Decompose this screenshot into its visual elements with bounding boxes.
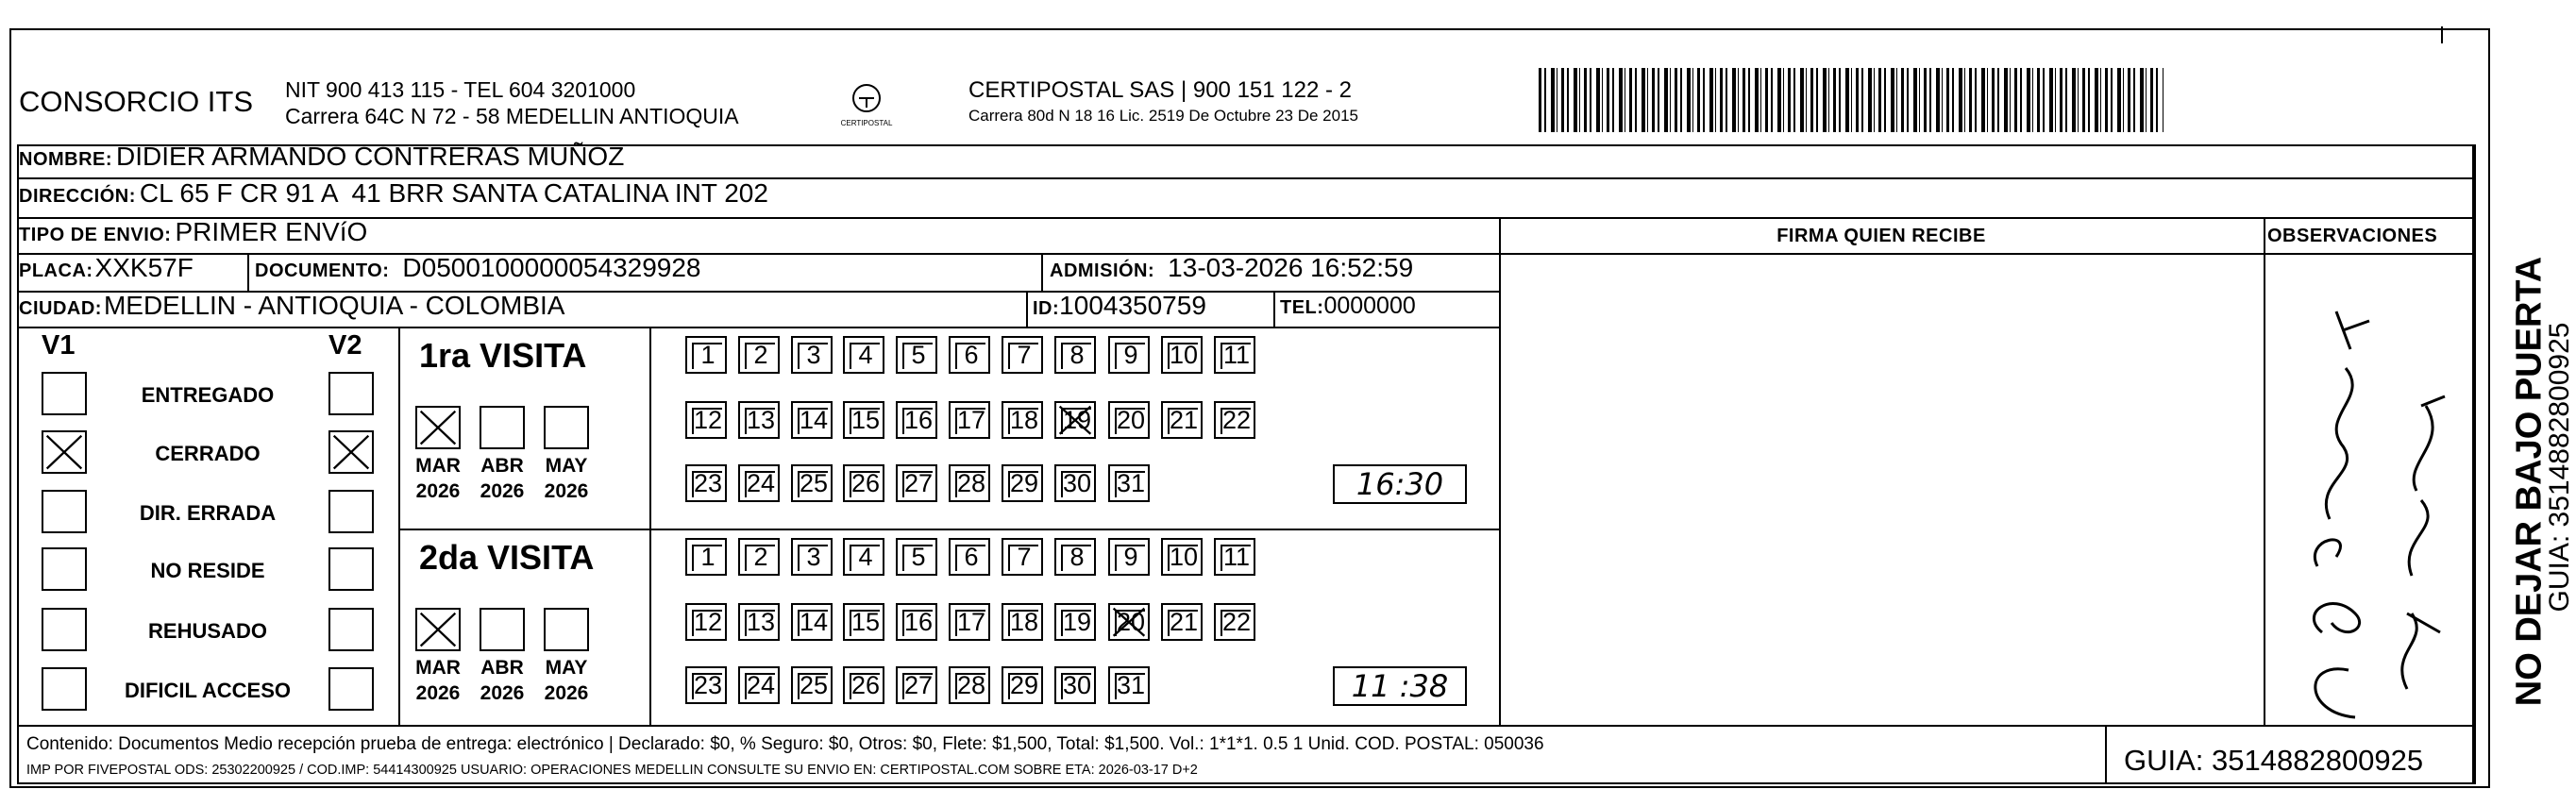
visit-time-box[interactable]: 16:30 <box>1333 464 1467 504</box>
day-box-5[interactable]: 5 <box>896 336 937 374</box>
day-box-31[interactable]: 31 <box>1108 666 1150 704</box>
ciudad-value: MEDELLIN - ANTIOQUIA - COLOMBIA <box>103 291 565 320</box>
day-box-1[interactable]: 1 <box>685 538 727 576</box>
day-box-22[interactable]: 22 <box>1214 401 1255 439</box>
footer-imp: IMP POR FIVEPOSTAL ODS: 25302200925 / COD.IMP: 54414300925 USUARIO: OPERACIONES MEDELLIN CONSULTE SU ENVIO EN: CERTIPOSTAL.COM SOBRE ETA: 2026-03-17 D+2 <box>26 763 1198 778</box>
day-box-7[interactable]: 7 <box>1002 538 1043 576</box>
side-title: NO DEJAR BAJO PUERTA <box>2509 256 2550 707</box>
admision-label: ADMISIÓN: <box>1050 260 1155 281</box>
day-box-29[interactable]: 29 <box>1002 464 1043 502</box>
day-box-23[interactable]: 23 <box>685 666 727 704</box>
day-box-11[interactable]: 11 <box>1214 538 1255 576</box>
month-label: ABR 2026 <box>480 455 525 502</box>
day-box-11[interactable]: 11 <box>1214 336 1255 374</box>
placa-value: XXK57F <box>94 253 194 282</box>
v1-checkbox[interactable] <box>42 608 87 651</box>
month-checkbox-may[interactable] <box>544 608 589 651</box>
day-box-10[interactable]: 10 <box>1161 336 1203 374</box>
day-box-8[interactable]: 8 <box>1054 336 1096 374</box>
admision-group <box>1050 253 1413 283</box>
day-box-14[interactable]: 14 <box>791 603 833 641</box>
month-checkbox-mar[interactable] <box>415 406 461 449</box>
day-box-31[interactable]: 31 <box>1108 464 1150 502</box>
day-box-2[interactable]: 2 <box>738 538 780 576</box>
day-box-7[interactable]: 7 <box>1002 336 1043 374</box>
day-box-5[interactable]: 5 <box>896 538 937 576</box>
edge-mark <box>2441 26 2443 43</box>
firma-label: FIRMA QUIEN RECIBE <box>1776 226 1986 246</box>
day-box-9[interactable]: 9 <box>1108 538 1150 576</box>
v1-checkbox[interactable] <box>42 667 87 711</box>
day-box-8[interactable]: 8 <box>1054 538 1096 576</box>
v1-checkbox[interactable] <box>42 490 87 533</box>
status-label: DIFICIL ACCESO <box>124 679 291 702</box>
day-box-2[interactable]: 2 <box>738 336 780 374</box>
day-box-4[interactable]: 4 <box>843 336 884 374</box>
day-box-24[interactable]: 24 <box>738 666 780 704</box>
month-label: ABR 2026 <box>480 657 525 704</box>
company-name: CONSORCIO ITS <box>19 85 254 118</box>
day-box-29[interactable]: 29 <box>1002 666 1043 704</box>
status-label: CERRADO <box>155 442 261 465</box>
day-box-16[interactable]: 16 <box>896 603 937 641</box>
month-label: MAY 2026 <box>544 657 589 704</box>
direccion-row <box>19 178 768 209</box>
placa-label: PLACA: <box>19 260 93 281</box>
admision-value: 13-03-2026 16:52:59 <box>1168 253 1414 282</box>
month-checkbox-mar[interactable] <box>415 608 461 651</box>
day-box-25[interactable]: 25 <box>791 666 833 704</box>
day-box-20[interactable]: 20 <box>1108 603 1150 641</box>
status-label: NO RESIDE <box>150 559 265 582</box>
day-box-3[interactable]: 3 <box>791 336 833 374</box>
barcode <box>1539 68 2164 132</box>
v2-checkbox[interactable] <box>328 430 374 474</box>
documento-label: DOCUMENTO: <box>255 260 390 281</box>
day-box-20[interactable]: 20 <box>1108 401 1150 439</box>
v2-label: V2 <box>328 330 362 361</box>
day-box-12[interactable]: 12 <box>685 401 727 439</box>
day-box-19[interactable]: 19 <box>1054 603 1096 641</box>
id-value: 1004350759 <box>1059 291 1206 320</box>
day-box-17[interactable]: 17 <box>949 401 990 439</box>
day-box-27[interactable]: 27 <box>896 464 937 502</box>
visit-title: 2da VISITA <box>419 538 595 577</box>
carrier-name: CERTIPOSTAL SAS | 900 151 122 - 2 <box>968 77 1352 103</box>
month-label: MAR 2026 <box>415 657 461 704</box>
v2-checkbox[interactable] <box>328 667 374 711</box>
status-label: REHUSADO <box>148 619 267 643</box>
documento-value: D0500100000054329928 <box>402 253 701 282</box>
v2-checkbox[interactable] <box>328 372 374 415</box>
day-box-26[interactable]: 26 <box>843 666 884 704</box>
day-box-30[interactable]: 30 <box>1054 666 1096 704</box>
day-box-25[interactable]: 25 <box>791 464 833 502</box>
v1-checkbox[interactable] <box>42 430 87 474</box>
v2-checkbox[interactable] <box>328 490 374 533</box>
direccion-label: DIRECCIÓN: <box>19 186 136 207</box>
placa-row <box>19 253 194 283</box>
day-box-15[interactable]: 15 <box>843 603 884 641</box>
side-guia: GUIA: 3514882800925 <box>2544 322 2575 613</box>
day-box-27[interactable]: 27 <box>896 666 937 704</box>
v1-checkbox[interactable] <box>42 547 87 591</box>
day-box-3[interactable]: 3 <box>791 538 833 576</box>
footer-guia: GUIA: 3514882800925 <box>2124 744 2424 777</box>
id-group <box>1033 291 1206 321</box>
nombre-value: DIDIER ARMANDO CONTRERAS MUÑOZ <box>116 142 625 171</box>
v2-checkbox[interactable] <box>328 547 374 591</box>
day-box-23[interactable]: 23 <box>685 464 727 502</box>
tel-group <box>1280 293 1416 320</box>
carrier-address: Carrera 80d N 18 16 Lic. 2519 De Octubre 23 De 2015 <box>968 107 1358 125</box>
observaciones-label: OBSERVACIONES <box>2267 226 2438 246</box>
day-box-9[interactable]: 9 <box>1108 336 1150 374</box>
footer-contenido: Contenido: Documentos Medio recepción prueba de entrega: electrónico | Declarado: $0, % Seguro: $0, Otros: $0, Flete: $1,500, Total: $1,500. Vol.: 1*1*1. 0.5 1 Unid. COD. POSTAL: 050036 <box>26 734 1544 754</box>
visit-time-box[interactable]: 11 :38 <box>1333 666 1467 706</box>
company-address: Carrera 64C N 72 - 58 MEDELLIN ANTIOQUIA <box>285 104 739 128</box>
documento-group <box>255 253 701 283</box>
day-box-13[interactable]: 13 <box>738 603 780 641</box>
day-box-30[interactable]: 30 <box>1054 464 1096 502</box>
day-box-19[interactable]: 19 <box>1054 401 1096 439</box>
tipo-label: TIPO DE ENVIO: <box>19 225 172 245</box>
day-box-26[interactable]: 26 <box>843 464 884 502</box>
day-box-22[interactable]: 22 <box>1214 603 1255 641</box>
day-box-4[interactable]: 4 <box>843 538 884 576</box>
carrier-logo <box>840 77 893 134</box>
month-label: MAR 2026 <box>415 455 461 502</box>
day-box-13[interactable]: 13 <box>738 401 780 439</box>
day-box-18[interactable]: 18 <box>1002 401 1043 439</box>
month-checkbox-abr[interactable] <box>480 406 525 449</box>
day-box-6[interactable]: 6 <box>949 538 990 576</box>
day-box-16[interactable]: 16 <box>896 401 937 439</box>
ciudad-row <box>19 291 564 321</box>
day-box-17[interactable]: 17 <box>949 603 990 641</box>
day-box-21[interactable]: 21 <box>1161 603 1203 641</box>
direccion-value: CL 65 F CR 91 A 41 BRR SANTA CATALINA INT 202 <box>139 178 768 208</box>
visit-title: 1ra VISITA <box>419 336 587 375</box>
day-box-24[interactable]: 24 <box>738 464 780 502</box>
day-box-15[interactable]: 15 <box>843 401 884 439</box>
day-box-10[interactable]: 10 <box>1161 538 1203 576</box>
tipo-value: PRIMER ENVíO <box>175 217 368 246</box>
day-box-1[interactable]: 1 <box>685 336 727 374</box>
status-label: ENTREGADO <box>141 383 275 407</box>
day-box-6[interactable]: 6 <box>949 336 990 374</box>
nombre-row <box>19 142 624 172</box>
logo-caption: CERTIPOSTAL <box>840 119 893 127</box>
v2-checkbox[interactable] <box>328 608 374 651</box>
day-box-14[interactable]: 14 <box>791 401 833 439</box>
month-checkbox-abr[interactable] <box>480 608 525 651</box>
tel-value: 0000000 <box>1323 293 1416 319</box>
nombre-label: NOMBRE: <box>19 149 113 170</box>
tel-label: TEL: <box>1280 297 1324 318</box>
ciudad-label: CIUDAD: <box>19 298 102 319</box>
month-label: MAY 2026 <box>544 455 589 502</box>
v1-label: V1 <box>42 330 76 361</box>
status-label: DIR. ERRADA <box>139 501 277 525</box>
day-box-12[interactable]: 12 <box>685 603 727 641</box>
day-box-18[interactable]: 18 <box>1002 603 1043 641</box>
v1-checkbox[interactable] <box>42 372 87 415</box>
id-label: ID: <box>1033 298 1060 319</box>
month-checkbox-may[interactable] <box>544 406 589 449</box>
day-box-28[interactable]: 28 <box>949 666 990 704</box>
signature <box>2265 255 2471 723</box>
tipo-row <box>19 217 367 247</box>
day-box-28[interactable]: 28 <box>949 464 990 502</box>
company-nit: NIT 900 413 115 - TEL 604 3201000 <box>285 77 636 102</box>
day-box-21[interactable]: 21 <box>1161 401 1203 439</box>
